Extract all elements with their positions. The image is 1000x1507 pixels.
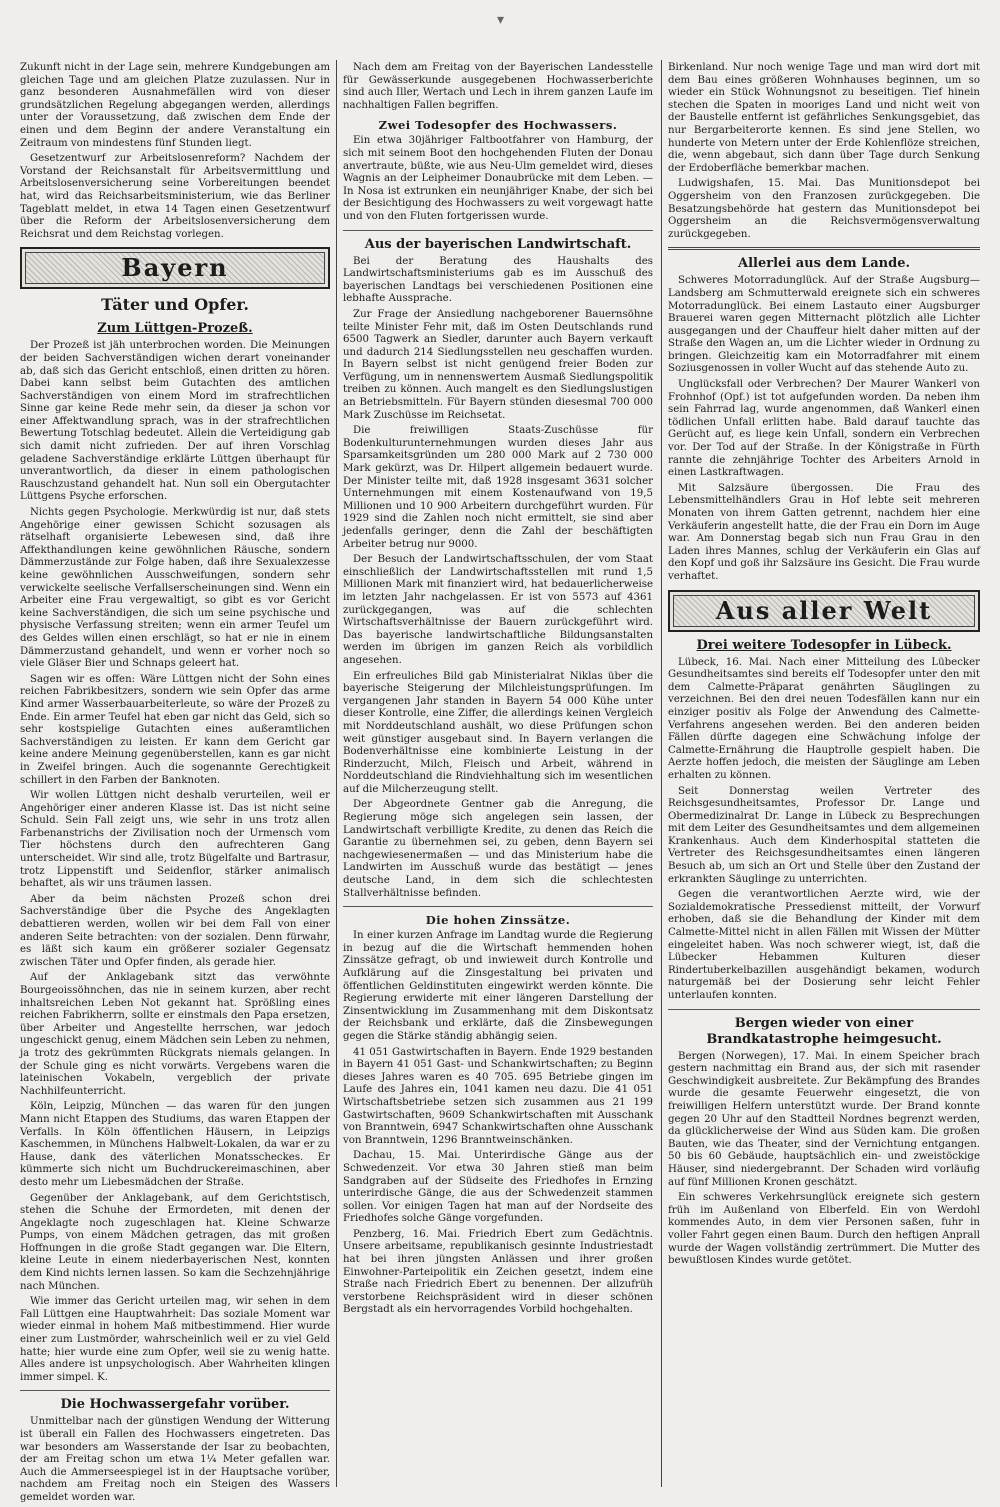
paragraph: Aber da beim nächsten Prozeß schon drei Sachverständige über die Psyche des Angeklagten debattieren werden, wollen wir bei dem Fall von einer anderen Seite betrachten: von der sozialen. Denn fürwahr, es läßt sich kaum ein größerer sozialer Gegensatz zwischen Täter und Opfer finden, als gerade hier.	[20, 893, 330, 968]
divider	[668, 1009, 980, 1010]
divider	[343, 906, 653, 907]
paragraph: Ein schweres Verkehrsunglück ereignete sich gestern früh im Außenland von Elberfeld. Ein von Werdohl kommendes Auto, in dem vier Personen saßen, fuhr in voller Fahrt gegen einen Baum. Durch den heftigen Anprall wurde der Wagen vollständig zertrümmert. Die Mutter des bewußtlosen Kindes wurde getötet.	[668, 1192, 980, 1267]
paragraph: Wir wollen Lüttgen nicht deshalb verurteilen, weil er Angehöriger einer anderen Klasse ist. Das ist nicht seine Schuld. Sein Fall zeigt uns, wie sehr in uns trotz allen Farbenanstrichs der Zivilisation noch der Urmensch vom Tier höchstens durch den aufrechteren Gang unterscheidet. Wir sind alle, trotz Bügelfalte und Bartrasur, trotz Lippenstift und Seidenflor, stärker animalisch behaftet, als wir uns träumen lassen.	[20, 790, 330, 890]
headline: Zwei Todesopfer des Hochwassers.	[378, 118, 618, 133]
section-banner-aus-aller-welt	[668, 590, 980, 632]
divider	[343, 230, 653, 231]
paragraph: Nach dem am Freitag von der Bayerischen Landesstelle für Gewässerkunde ausgegebenen Hochwasserberichte sind auch Iller, Wertach und Lech in ihrem ganzen Laufe im nachhaltigen Fallen begriffen.	[343, 62, 653, 111]
article-text: Zukunft nicht in der Lage sein, mehrere Kundgebungen am gleichen Tage und am gleichen Platze zuzulassen. Nur in ganz besonderen Ausnahmefällen wird von dieser grundsätzlichen Regelung abgegangen werden, allerdings unter der Voraussetzung, daß zwischen dem Ende der einen und dem Beginn der andere Veranstaltung ein Zeitraum von mindestens fünf Stunden liegt.	[20, 62, 330, 149]
headline: Die hohen Zinssätze.	[425, 913, 571, 928]
paragraph: Unmittelbar nach der günstigen Wendung der Witterung ist überall ein Fallen des Hochwassers eingetreten. Das war besonders am Wasserstande der Isar zu beobachten, der am Freitag schon um etwa 1¼ Meter gefallen war. Auch die Ammerseespiegel ist in der Hauptsache vorüber, nachdem am Freitag noch ein Steigen des Wassers gemeldet worden war.	[20, 1416, 330, 1503]
paragraph: Unglücksfall oder Verbrechen? Der Maurer Wankerl von Frohnhof (Opf.) ist tot aufgefunden worden. Da neben ihm sein Fahrrad lag, wurde angenommen, daß Wankerl einen tödlichen Unfall erlitten habe. Bald darauf tauchte das Gerücht auf, es liege kein Unfall, sondern ein Verbrechen vor. Der Tod auf der Straße. In der Königstraße in Fürth rannte die zehnjährige Tochter des Arbeiters Arnold in einen Lastkraftwagen.	[668, 379, 980, 479]
paragraph: Bei der Beratung des Haushalts des Landwirtschaftsministeriums gab es im Ausschuß des bayerischen Landtags bei verschiedenen Positionen eine lebhafte Aussprache.	[343, 255, 653, 305]
paragraph: Ein etwa 30jähriger Faltbootfahrer von Hamburg, der sich mit seinem Boot den hochgehenden Fluten der Donau anvertraute, büßte, wie aus Neu-Ulm gemeldet wird, dieses Wagnis an der Leipheimer Donaubrücke mit dem Leben. — In Nosa ist extrunken ein neunjähriger Knabe, der sich bei der Besichtigung des Hochwassers zu weit vorgewagt hatte und von den Fluten fortgerissen wurde.	[343, 135, 653, 222]
paragraph: Seit Donnerstag weilen Vertreter des Reichsgesundheitsamtes, Professor Dr. Lange und Obermedizinalrat Dr. Lange in Lübeck zu Besprechungen mit dem Leiter des Gesundheitsamtes und dem allgemeinen Krankenhaus. Auch dem Kinderhospital statteten die Vertreter des Reichsgesundheitsamtes einen längeren Besuch ab, um sich an Ort und Stelle über den Zustand der erkrankten Säuglinge zu unterrichten.	[668, 785, 980, 885]
paragraph: Dachau, 15. Mai. Unterirdische Gänge aus der Schwedenzeit. Vor etwa 30 Jahren stieß man beim Sandgraben auf der Südseite des Friedhofes in Ernzing unterirdische Gänge, die aus der Schwedenzeit stammen sollen. Vor einigen Tagen hat man auf der Nordseite des Friedhofes solche Gänge vorgefunden.	[343, 1150, 653, 1225]
column-2	[343, 62, 653, 1489]
paragraph: Penzberg, 16. Mai. Friedrich Ebert zum Gedächtnis. Unsere arbeitsame, republikanisch gesinnte Industriestadt hat bei ihren jüngsten Anlässen und ihrer großen Einwohner-Parteipolitik ein Zeichen gesetzt, indem eine Straße nach Friedrich Ebert zu benennen. Der allzufrüh verstorbene Reichspräsident wird in dieser schönen Bergstadt als ein hervorragendes Vorbild hochgehalten.	[343, 1228, 653, 1316]
headline: Drei weitere Todesopfer in Lübeck.	[696, 637, 952, 653]
paragraph: Sagen wir es offen: Wäre Lüttgen nicht der Sohn eines reichen Fabrikbesitzers, sondern wie sein Opfer das arme Kind armer Wasserbauarbeiterleute, so wäre der Prozeß zu Ende. Ein armer Teufel hat eben gar nicht das Geld, sich so sehr kostspielige Gutachten eines außeramtlichen Sachverständigen zu leisten. Er kann dem Gericht gar keine andere Meinung gegenüberstellen, kann es gar nicht in Zweifel bringen. Auch die sogenannte Gerechtigkeit schillert in den Farben der Banknoten.	[20, 673, 330, 786]
paragraph: In einer kurzen Anfrage im Landtag wurde die Regierung in bezug auf die die Wirtschaft hemmenden hohen Zinssätze gefragt, ob und inwieweit durch Kontrolle und Aufklärung auf die Zinsgestaltung bei privaten und öffentlichen Geldinstituten eingewirkt werden könnte. Die Regierung erwiderte mit einer längeren Darstellung der Zinsentwicklung im Zusammenhang mit dem Diskontsatz der Reichsbank und erklärte, daß die Zinsbewegungen gegen die Stärke ständig abhängig seien.	[343, 930, 653, 1042]
paragraph: Bergen (Norwegen), 17. Mai. In einem Speicher brach gestern nachmittag ein Brand aus, der sich mit rasender Geschwindigkeit ausbreitete. Zur Bekämpfung des Brandes wurde die gesamte Feuerwehr eingesetzt, die von freiwilligen Helfern unterstützt wurde. Der Brand konnte gegen 20 Uhr auf den Stadtteil Nordnes begrenzt werden, da glücklicherweise der Wind aus Süden kam. Die großen Bauten, wie das Theater, sind der Vernichtung entgangen. 50 bis 60 Gebäude, hauptsächlich ein- und zweistöckige Häuser, sind niedergebrannt. Der Schaden wird vorläufig auf fünf Millionen Kronen geschätzt.	[668, 1050, 980, 1188]
paragraph: Auf der Anklagebank sitzt das verwöhnte Bourgeoissöhnchen, das nie in seinem kurzen, aber recht inhaltsreichen Leben Not gekannt hat. Sprößling eines reichen Fabrikherrn, sollte er einstmals den Papa ersetzen, über Arbeiter und Angestellte herrschen, war jedoch ungeschickt genug, einem Mädchen sein Leben zu nehmen, ja trotz des gekrümmten Rückgrats niemals gelangen. In der Schule ging es nicht vorwärts. Vergebens waren die lateinischen Vokabeln, vergeblich der private Nachhilfeunterricht.	[20, 972, 330, 1097]
headline: Aus der bayerischen Landwirtschaft.	[364, 236, 632, 252]
article-text: Gesetzentwurf zur Arbeitslosenreform? Nachdem der Vorstand der Reichsanstalt für Arbeitsvermittlung und Arbeitslosenversicherung seine Vorbereitungen beendet hat, wird das Reichsarbeitsministerium, wie das Berliner Tageblatt meldet, in etwa 14 Tagen einen Gesetzentwurf über die Reform der Arbeitslosenversicherung dem Reichsrat und dem Reichstag vorlegen.	[20, 153, 330, 240]
page-mark: ▾	[497, 12, 505, 28]
section-title: Aus aller Welt	[673, 595, 975, 627]
paragraph: Ein erfreuliches Bild gab Ministerialrat Niklas über die bayerische Steigerung der Milchleistungsprüfungen. Im vergangenen Jahr standen in Bayern 54 000 Kühe unter dieser Kontrolle, eine Ziffer, die allerdings keinen Vergleich mit Norddeutschland aushält, wo diese Prüfungen schon weit günstiger ausgebaut sind. In Bayern verlangen die Bodenverhältnisse eine kombinierte Leistung in der Rinderzucht, Milch, Fleisch und Arbeit, während in Norddeutschland die Rindviehhaltung sich im wesentlichen auf die Milcherzeugung stellt.	[343, 670, 653, 795]
paragraph: Ludwigshafen, 15. Mai. Das Munitionsdepot bei Oggersheim von den Franzosen zurückgegeben. Die Besatzungsbehörde hat gestern das Munitionsdepot bei Oggersheim an die Reichsvermögensverwaltung zurückgegeben.	[668, 178, 980, 240]
column-rule-1	[336, 60, 337, 1487]
paragraph: Der Abgeordnete Gentner gab die Anregung, die Regierung möge sich angelegen sein lassen, der Landwirtschaft verbilligte Kredite, zu denen das Reich die Garantie zu übernehmen sei, zu geben, denn Bayern sei nachgewiesenermaßen — und das Ministerium habe die Landwirten im Ausschuß wurde das bestätigt — jenes deutsche Land, in dem sich die schlechtesten Stallverhältnisse befinden.	[343, 799, 653, 899]
column-rule-2	[661, 60, 662, 1487]
paragraph: Wie immer das Gericht urteilen mag, wir sehen in dem Fall Lüttgen eine Hauptwahrheit: Das soziale Moment war wieder einmal in hohem Maß mitbestimmend. Hier wurde einer zum Lustmörder, wahrscheinlich weil er zu viel Geld hatte; hier wurde eine zum Opfer, weil sie zu wenig hatte. Alles andere ist unpsychologisch. Aber Wahrheiten klingen immer simpel. K.	[20, 1296, 330, 1383]
headline: Bergen wieder von einer Brandkatastrophe heimgesucht.	[706, 1015, 942, 1047]
column-3	[668, 62, 980, 1489]
paragraph: Birkenland. Nur noch wenige Tage und man wird dort mit dem Bau eines größeren Wohnhauses beginnen, um so wieder ein Stück Wohnungsnot zu beseitigen. Tief hinein stechen die Spaten in mooriges Land und nicht weit von der Baustelle entfernt ist gefährliches Senkungsgebiet, das nur Bergarbeiterorte kennen. Es sind jene Stellen, wo hunderte von Metern unter der Erde Kohlenflöze streichen, die, wenn abgebaut, sich dann über Tage durch Senkung der Erdoberfläche bemerkbar machen.	[668, 62, 980, 174]
headline: Die Hochwassergefahr vorüber.	[60, 1397, 290, 1413]
paragraph: Die freiwilligen Staats-Zuschüsse für Bodenkulturunternehmungen wurden dieses Jahr aus Sparsamkeitsgründen um 280 000 Mark auf 2 730 000 Mark gekürzt, was Dr. Hilpert allgemein bedauert wurde. Der Minister teilte mit, daß 1928 insgesamt 3631 solcher Unternehmungen mit einem Kostenaufwand von 19,5 Millionen und 10 900 Arbeitern durchgeführt wurden. Für 1929 sind die Zahlen noch nicht ermittelt, sie sind aber jedenfalls geringer, denn die Zahl der beschäftigten Arbeiter betrug nur 9000.	[343, 425, 653, 550]
paragraph: Köln, Leipzig, München — das waren für den jungen Mann nicht Etappen des Studiums, das waren Etappen der Verfalls. In Köln öffentlichen Häusern, in Leipzigs Kaschemmen, in Münchens Halbwelt-Lokalen, da war er zu Hause, dank des väterlichen Monatsscheckes. Er kümmerte sich nicht um Buchdruckereimaschinen, aber desto mehr um Liebesmädchen der Straße.	[20, 1101, 330, 1188]
paragraph: Gegenüber der Anklagebank, auf dem Gerichtstisch, stehen die Schuhe der Ermordeten, mit denen der Angeklagte noch zugeschlagen hat. Kleine Schwarze Pumps, von einem Mädchen getragen, das mit großen Hoffnungen in die große Stadt gegangen war. Die Eltern, kleine Leute in einem niederbayerischen Nest, konnten dem Kind nichts lernen lassen. So kam die Sechzehnjährige nach München.	[20, 1192, 330, 1292]
paragraph: Der Prozeß ist jäh unterbrochen worden. Die Meinungen der beiden Sachverständigen wichen derart voneinander ab, daß sich das Gericht entschloß, einen dritten zu hören. Dabei kann selbst beim Gutachten des amtlichen Sachverständigen von einem Mord im strafrechtlichen Sinne gar keine Rede mehr sein, da dieser ja schon vor einer Affektwandlung sprach, was in der strafrechtlichen Bewertung Totschlag bedeutet. Allein die Verteidigung gab sich damit nicht zufrieden. Der auf ihren Vorschlag geladene Sachverständige erklärte Lüttgen überhaupt für unverantwortlich, da dieser in einem pathologischen Rauschzustand gehandelt hat. Nun soll ein Obergutachter Lüttgens Psyche erforschen.	[20, 340, 330, 503]
paragraph: Zur Frage der Ansiedlung nachgeborener Bauernsöhne teilte Minister Fehr mit, daß im Osten Deutschlands rund 6500 Tagwerk an Siedler, darunter auch Bayern verkauft und dadurch 214 Siedlungsstellen neu geschaffen wurden. In Bayern selbst ist nicht genügend freier Boden zur Verfügung, um in nennenswertem Ausmaß Siedlungspolitik treiben zu können. Auch mangelt es den Siedlungslustigen an Betriebsmitteln. Für Bayern stünden diesesmal 700 000 Mark Zuschüsse im Reichsetat.	[343, 308, 653, 421]
paragraph: Schweres Motorradunglück. Auf der Straße Augsburg—Landsberg am Schmutterwald ereignete sich ein schweres Motorradunglück. Bei einem Lastauto einer Augsburger Brauerei waren gegen Mitternacht plötzlich alle Lichter ausgegangen und der Chauffeur hielt daher mitten auf der Straße den Wagen an, um die Lichter wieder in Ordnung zu bringen. Gleichzeitig kam ein Motorradfahrer mit einem Soziusgenossen in voller Wucht auf das stehende Auto zu.	[668, 275, 980, 375]
divider	[668, 247, 980, 250]
paragraph: Nichts gegen Psychologie. Merkwürdig ist nur, daß stets Angehörige einer gewissen Schicht sozusagen als rätselhaft organisierte Lebewesen sind, daß ihre Affekthandlungen keine gewöhnlichen Räusche, sondern Dämmerzustände zur Folge haben, daß ihre Sexualexzesse keine gewöhnlichen Ausschweifungen, sondern sehr verwickelte seelische Verfallserscheinungen sind. Wenn ein Arbeiter eine Frau vergewaltigt, so gibt es vor Gericht keine Sachverständigen, die sich um seine psychische und physische Verfassung streiten; wenn ein armer Teufel um des Geldes willen einen erschlägt, so hat er nie in einem Dämmerzustand gehandelt, und wenn er vorher noch so viele Gläser Bier und Schnaps geleert hat.	[20, 507, 330, 670]
paragraph: Der Besuch der Landwirtschaftsschulen, der vom Staat einschließlich der Landwirtschaftsstellen mit rund 1,5 Millionen Mark mit finanziert wird, hat bedauerlicherweise im letzten Jahr nachgelassen. Er ist von 5573 auf 4361 zurückgegangen, was auf die schlechten Wirtschaftsverhältnisse der Bauern zurückgeführt wird. Das bayerische landwirtschaftliche Bildungsanstalten werden im übrigen im ganzen Reich als vorbildlich angesehen.	[343, 554, 653, 666]
paragraph: 41 051 Gastwirtschaften in Bayern. Ende 1929 bestanden in Bayern 41 051 Gast- und Schankwirtschaften; zu Beginn dieses Jahres waren es 40 705. 695 Betriebe gingen im Laufe des Jahres ein, 1041 kamen neu dazu. Die 41 051 Wirtschaftsbetriebe setzen sich zusammen aus 21 199 Gastwirtschaften, 9609 Schankwirtschaften mit Ausschank von Branntwein, 6947 Schankwirtschaften ohne Ausschank von Branntwein, 1296 Branntweinschänken.	[343, 1046, 653, 1146]
subheadline: Zum Lüttgen-Prozeß.	[97, 321, 253, 337]
section-banner-bayern	[20, 247, 330, 289]
paragraph: Gegen die verantwortlichen Aerzte wird, wie der Sozialdemokratische Pressedienst mitteilt, der Vorwurf erhoben, daß sie die Behandlung der Kinder mit dem Calmette-Mittel nicht in allen Fällen mit Wissen der Mütter eingeleitet haben. Was noch schwerer wiegt, ist, daß die Lübecker Hebammen Kulturen dieser Rindertuberkelbazillen ausgehändigt bekamen, wodurch naturgemäß bei der Dosierung sehr leicht Fehler unterlaufen konnten.	[668, 889, 980, 1001]
paragraph: Lübeck, 16. Mai. Nach einer Mitteilung des Lübecker Gesundheitsamtes sind bereits elf Todesopfer unter den mit dem Calmette-Präparat genährten Säuglingen zu verzeichnen. Bei den drei neuen Todesfällen kann nur ein einziger positiv als Folge der Anwendung des Calmette-Verfahrens angesehen werden. Bei den anderen beiden Fällen dürfte dagegen eine Schwächung infolge der Calmette-Ernährung die Hauptrolle gespielt haben. Die Aerzte hoffen jedoch, die meisten der Säuglinge am Leben erhalten zu können.	[668, 656, 980, 781]
paragraph: Mit Salzsäure übergossen. Die Frau des Lebensmittelhändlers Grau in Hof lebte seit mehreren Monaten von ihrem Gatten getrennt, nachdem hier eine Verkäuferin angestellt hatte, die der Frau ein Dorn im Auge war. Am Donnerstag begab sich nun Frau Grau in den Laden ihres Mannes, schlug der Verkäuferin ein Glas auf den Kopf und goß ihr Salzsäure ins Gesicht. Die Frau wurde verhaftet.	[668, 482, 980, 582]
divider	[20, 1390, 330, 1391]
column-1	[20, 62, 330, 1503]
section-title: Bayern	[25, 252, 325, 284]
headline: Allerlei aus dem Lande.	[737, 256, 911, 272]
headline: Täter und Opfer.	[101, 295, 249, 315]
